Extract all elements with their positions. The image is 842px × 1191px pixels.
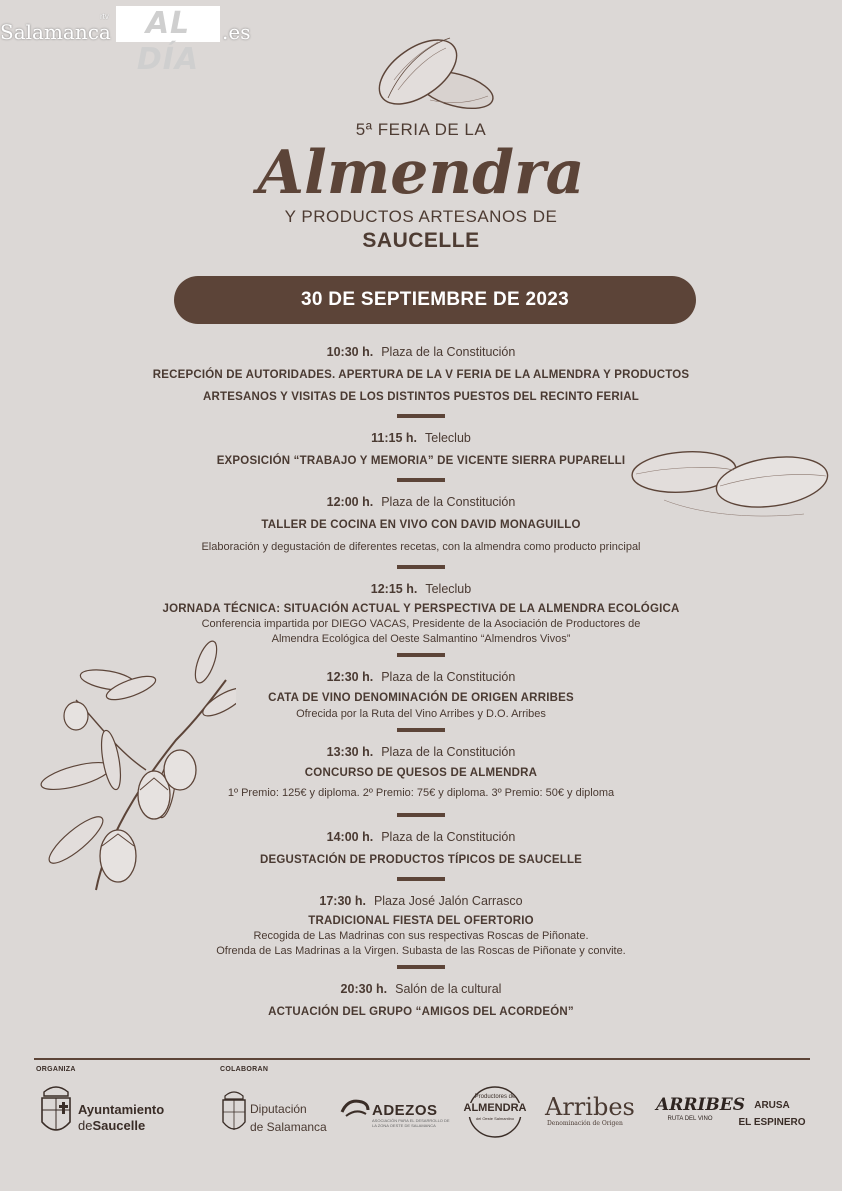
diputacion-shield-icon bbox=[220, 1086, 248, 1138]
event-time: 20:30 h. bbox=[340, 982, 388, 996]
adezos-swirl-icon bbox=[338, 1094, 372, 1122]
event-title: CATA DE VINO DENOMINACIÓN DE ORIGEN ARRIBES bbox=[268, 692, 574, 704]
program-item bbox=[0, 490, 842, 555]
footer-divider bbox=[34, 1058, 810, 1060]
event-separator bbox=[397, 565, 445, 569]
event-time: 10:30 h. bbox=[326, 345, 374, 359]
program-item bbox=[0, 889, 842, 959]
event-time-place bbox=[0, 340, 842, 364]
event-place: Plaza de la Constitución bbox=[381, 670, 516, 684]
diputacion-name: Diputación bbox=[250, 1102, 307, 1116]
event-description: Conferencia impartida por DIEGO VACAS, Presidente de la Asociación de Productores de bbox=[201, 618, 641, 630]
arusa-place: EL ESPINERO bbox=[738, 1117, 806, 1128]
program-item bbox=[0, 426, 842, 472]
productores-top: Productores de bbox=[474, 1094, 516, 1100]
event-time-place bbox=[0, 577, 842, 601]
event-description: Almendra Ecológica del Oeste Salmantino “Almendros Vivos” bbox=[271, 633, 571, 645]
ruta-vino-subtitle: RUTA DEL VINO bbox=[667, 1116, 713, 1122]
event-title: TRADICIONAL FIESTA DEL OFERTORIO bbox=[308, 915, 534, 927]
event-place: Plaza de la Constitución bbox=[381, 495, 516, 509]
event-separator bbox=[397, 653, 445, 657]
ruta-vino-arribes-logo bbox=[656, 1094, 746, 1128]
event-time: 13:30 h. bbox=[326, 745, 374, 759]
ruta-vino-title: ARRIBES bbox=[656, 1095, 746, 1115]
event-title: TALLER DE COCINA EN VIVO CON DAVID MONAGUILLO bbox=[261, 519, 581, 531]
event-title: RECEPCIÓN DE AUTORIDADES. APERTURA DE LA V FERIA DE LA ALMENDRA Y PRODUCTOS bbox=[152, 369, 690, 381]
almond-illustration-top bbox=[358, 20, 498, 112]
event-time-place bbox=[0, 740, 842, 764]
ayuntamiento-name: Ayuntamiento bbox=[78, 1102, 165, 1117]
event-time: 11:15 h. bbox=[371, 431, 417, 445]
watermark-rtv: rtv bbox=[100, 12, 109, 21]
event-time-place bbox=[0, 889, 842, 913]
site-watermark bbox=[0, 2, 260, 77]
watermark-logo: AL DÍA bbox=[116, 6, 220, 42]
program-item bbox=[0, 740, 842, 801]
productores-main: ALMENDRA bbox=[463, 1102, 527, 1114]
saucelle-coat-of-arms-icon bbox=[38, 1080, 74, 1142]
fair-subtitle: Y PRODUCTOS ARTESANOS DE bbox=[284, 207, 558, 226]
program-item bbox=[0, 577, 842, 647]
event-separator bbox=[397, 813, 445, 817]
event-time: 12:30 h. bbox=[326, 670, 374, 684]
event-time-place bbox=[0, 977, 842, 1001]
event-title: ACTUACIÓN DEL GRUPO “AMIGOS DEL ACORDEÓN” bbox=[268, 1006, 574, 1018]
adezos-subtitle: ASOCIACIÓN PARA EL DESARROLLO DE LA ZONA OESTE DE SALAMANCA bbox=[372, 1118, 450, 1128]
colaboran-label: COLABORAN bbox=[220, 1066, 269, 1073]
event-separator bbox=[397, 478, 445, 482]
event-title: DEGUSTACIÓN DE PRODUCTOS TÍPICOS DE SAUCELLE bbox=[259, 854, 583, 866]
event-place: Salón de la cultural bbox=[395, 982, 502, 996]
ayuntamiento-town: Saucelle bbox=[92, 1118, 146, 1133]
ayuntamiento-de: de bbox=[78, 1118, 93, 1133]
diputacion-logo bbox=[250, 1100, 327, 1136]
arusa-logo bbox=[738, 1097, 806, 1131]
event-time: 12:15 h. bbox=[370, 582, 418, 596]
productores-almendra-logo bbox=[463, 1085, 527, 1121]
event-separator bbox=[397, 965, 445, 969]
fair-edition: 5ª FERIA DE LA bbox=[355, 120, 487, 139]
program-item bbox=[0, 977, 842, 1023]
event-description: Ofrenda de Las Madrinas a la Virgen. Subasta de las Roscas de Piñonate y convite. bbox=[216, 945, 626, 957]
program-item bbox=[0, 825, 842, 871]
program-item bbox=[0, 340, 842, 408]
event-place: Plaza José Jalón Carrasco bbox=[373, 894, 523, 908]
event-description: Ofrecida por la Ruta del Vino Arribes y D.O. Arribes bbox=[296, 708, 546, 720]
diputacion-place: de Salamanca bbox=[250, 1120, 327, 1134]
arribes-do-subtitle: Denominación de Origen bbox=[547, 1120, 623, 1127]
event-date-banner: 30 DE SEPTIEMBRE DE 2023 bbox=[174, 276, 696, 324]
ayuntamiento-logo bbox=[78, 1102, 164, 1134]
event-time: 14:00 h. bbox=[326, 830, 374, 844]
event-place: Teleclub bbox=[425, 582, 472, 596]
event-description: Recogida de Las Madrinas con sus respectivas Roscas de Piñonate. bbox=[253, 930, 589, 942]
productores-bottom: del Oeste Salmantino bbox=[475, 1116, 515, 1121]
event-time-place bbox=[0, 825, 842, 849]
event-title: ARTESANOS Y VISITAS DE LOS DISTINTOS PUESTOS DEL RECINTO FERIAL bbox=[202, 391, 640, 403]
fair-town: SAUCELLE bbox=[362, 229, 480, 252]
event-time-place bbox=[0, 665, 842, 689]
program-item bbox=[0, 665, 842, 722]
event-separator bbox=[397, 877, 445, 881]
event-time-place bbox=[0, 490, 842, 514]
watermark-city: Salamanca bbox=[0, 20, 111, 44]
event-time: 12:00 h. bbox=[326, 495, 374, 509]
adezos-logo: ADEZOS bbox=[372, 1102, 438, 1119]
event-place: Teleclub bbox=[425, 431, 471, 445]
event-description: Elaboración y degustación de diferentes recetas, con la almendra como producto principal bbox=[201, 541, 641, 553]
event-title: CONCURSO DE QUESOS DE ALMENDRA bbox=[304, 767, 538, 779]
event-program bbox=[0, 340, 842, 1023]
event-place: Plaza de la Constitución bbox=[381, 745, 516, 759]
event-title: EXPOSICIÓN “TRABAJO Y MEMORIA” DE VICENTE SIERRA PUPARELLI bbox=[216, 455, 626, 467]
event-place: Plaza de la Constitución bbox=[381, 345, 516, 359]
fair-title: Almendra bbox=[257, 138, 585, 208]
arribes-do-logo: Arribes bbox=[545, 1093, 635, 1121]
event-title: JORNADA TÉCNICA: SITUACIÓN ACTUAL Y PERSPECTIVA DE LA ALMENDRA ECOLÓGICA bbox=[162, 603, 680, 615]
event-time: 17:30 h. bbox=[319, 894, 366, 908]
organiza-label: ORGANIZA bbox=[36, 1066, 76, 1073]
event-time-place bbox=[0, 426, 842, 450]
event-place: Plaza de la Constitución bbox=[381, 830, 516, 844]
event-description: 1º Premio: 125€ y diploma. 2º Premio: 75€ y diploma. 3º Premio: 50€ y diploma bbox=[227, 787, 615, 799]
event-separator bbox=[397, 414, 445, 418]
event-separator bbox=[397, 728, 445, 732]
arusa-name: ARUSA bbox=[754, 1100, 790, 1111]
watermark-suffix: .es bbox=[222, 20, 251, 44]
